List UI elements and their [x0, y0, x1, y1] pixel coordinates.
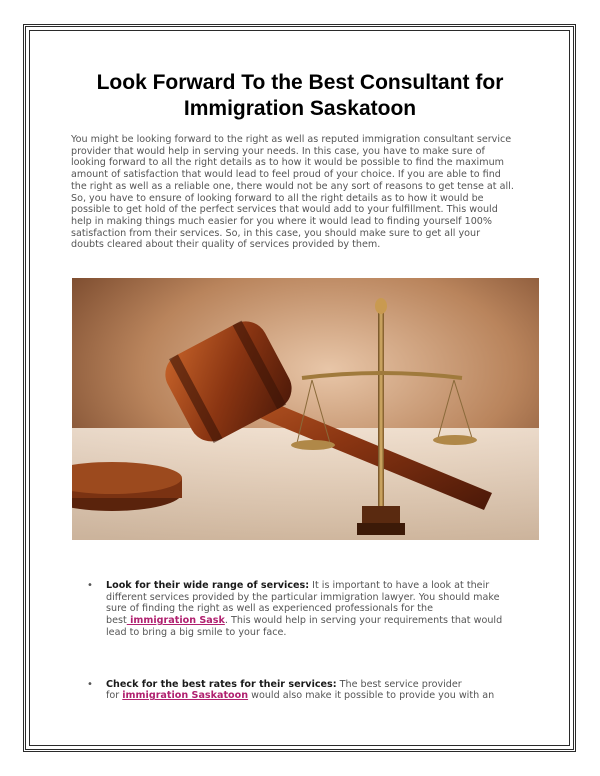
list-item-text: . This would help in serving your requirements that would — [224, 615, 503, 627]
list-item — [71, 679, 537, 702]
list-item-text: sure of finding the right as well as experienced professionals for the — [106, 603, 434, 615]
page-title — [70, 70, 530, 122]
list-item-text: would also make it possible to provide you with an — [248, 690, 495, 702]
list-item-heading: Look for their wide range of services: — [106, 580, 310, 591]
title-line-2: Immigration Saskatoon — [183, 97, 417, 120]
intro-line: provider that would help in serving your needs. In this case, you have to make sure of — [71, 145, 485, 157]
immigration-saskatoon-link[interactable]: immigration Saskatoon — [122, 690, 249, 702]
intro-line: So, you have to ensure of looking forward to all the right details as to how it would be — [71, 192, 484, 204]
feature-list — [71, 580, 537, 702]
list-item — [71, 580, 537, 639]
intro-line: the right as well as a reliable one, there would not be any sort of reasons to get tense at all. — [71, 180, 514, 192]
list-item-text: The best service provider — [336, 678, 462, 690]
title-line-1: Look Forward To the Best Consultant for — [96, 71, 504, 94]
list-item-heading: Check for the best rates for their services: — [106, 678, 337, 690]
intro-line: satisfaction from their services. So, in this case, you should make sure to get all your — [71, 227, 481, 239]
intro-paragraph — [71, 134, 533, 251]
bullet-marker: • — [87, 678, 93, 690]
immigration-sask-link[interactable]: immigration Sask — [126, 615, 225, 627]
intro-line: amount of satisfaction that would lead to feel proud of your choice. If you are able to find — [71, 169, 501, 181]
intro-line: doubts cleared about their quality of services provided by them. — [71, 239, 381, 251]
intro-line: looking forward to all the right details as to how it would be possible to find the maximum — [71, 157, 504, 169]
intro-line: You might be looking forward to the right as well as reputed immigration consultant service — [71, 134, 512, 145]
list-item-text: lead to bring a big smile to your face. — [106, 626, 287, 638]
intro-line: help in making things much easier for you where it would lead to finding yourself 100% — [71, 215, 493, 227]
list-item-text: It is important to have a look at their — [309, 580, 490, 591]
bullet-marker: • — [87, 580, 93, 591]
list-item-text: different services provided by the particular immigration lawyer. You should make — [106, 591, 500, 603]
gavel-and-scales-photo — [72, 278, 539, 540]
list-item-text: best — [106, 615, 127, 627]
list-item-text: for — [106, 690, 123, 702]
intro-line: possible to get hold of the perfect services that would add to your fulfillment. This would — [71, 204, 498, 216]
